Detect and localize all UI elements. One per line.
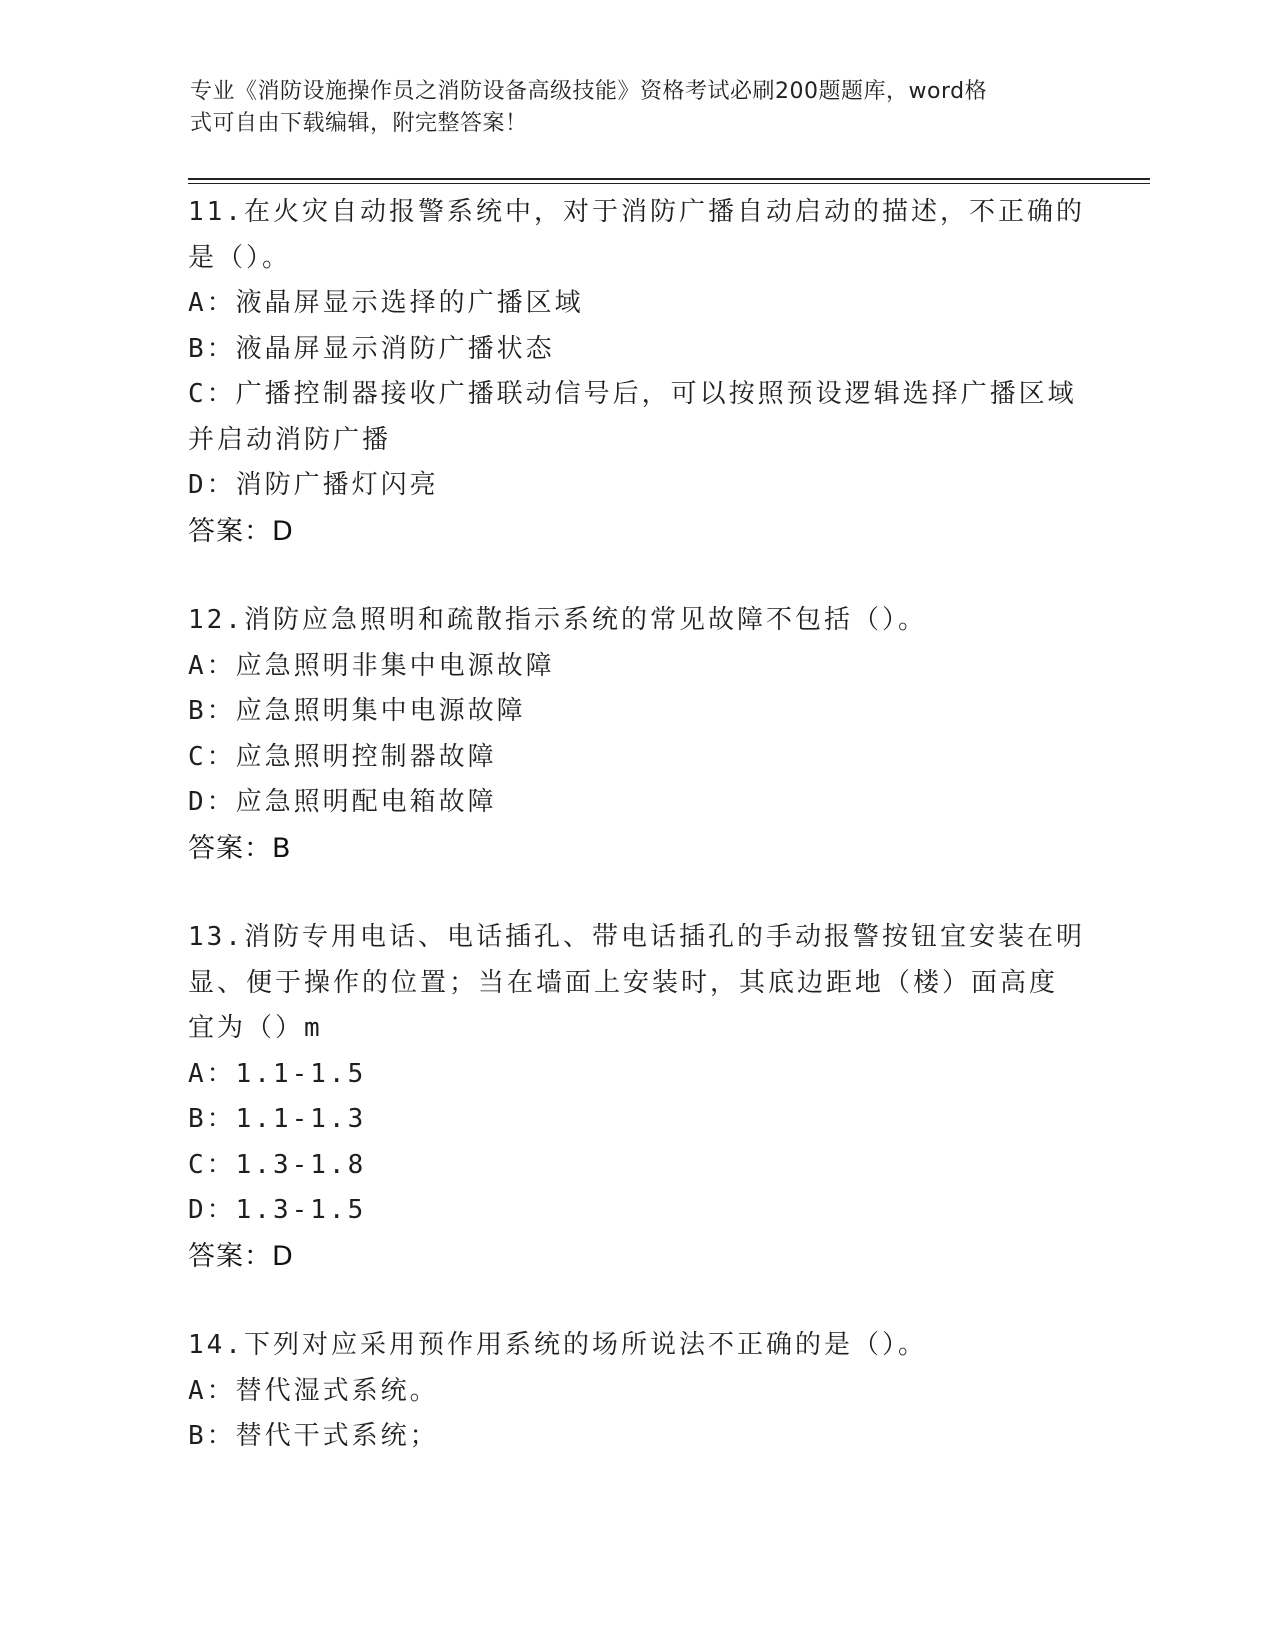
question-stem: 14.下列对应采用预作用系统的场所说法不正确的是（）。 (188, 1330, 927, 1360)
answer: 答案：B (188, 832, 292, 864)
option-d: D：消防广播灯闪亮 (188, 470, 439, 500)
option-c: C：1.3-1.8 (188, 1149, 367, 1180)
option-a: A：液晶屏显示选择的广播区域 (188, 288, 584, 318)
question-stem: 11.在火灾自动报警系统中，对于消防广播自动启动的描述，不正确的 (188, 197, 1085, 227)
document-header (190, 76, 1070, 140)
header-divider (188, 178, 1150, 184)
divider-thick (188, 178, 1150, 180)
question-12 (188, 598, 1088, 871)
header-line-2: 式可自由下载编辑，附完整答案！ (190, 111, 528, 136)
question-11 (188, 190, 1088, 554)
answer: 答案：D (188, 515, 294, 547)
question-stem: 12.消防应急照明和疏散指示系统的常见故障不包括（）。 (188, 605, 927, 635)
option-c: 并启动消防广播 (188, 424, 392, 455)
option-b: B：1.1-1.3 (188, 1104, 367, 1134)
option-b: B：液晶屏显示消防广播状态 (188, 333, 555, 364)
divider-thin (188, 183, 1150, 184)
question-stem: 13.消防专用电话、电话插孔、带电话插孔的手动报警按钮宜安装在明 (188, 922, 1085, 952)
question-stem: 显、便于操作的位置；当在墙面上安装时，其底边距地（楼）面高度 (188, 967, 1059, 998)
option-b: B：应急照明集中电源故障 (188, 696, 526, 726)
question-13 (188, 915, 1088, 1279)
header-line-1: 专业《消防设施操作员之消防设备高级技能》资格考试必刷200题题库，word格 (190, 79, 988, 104)
option-a: A：应急照明非集中电源故障 (188, 650, 555, 681)
option-a: A：1.1-1.5 (188, 1058, 367, 1089)
option-c: C：广播控制器接收广播联动信号后，可以按照预设逻辑选择广播区域 (188, 379, 1077, 409)
question-list (188, 190, 1088, 1504)
answer: 答案：D (188, 1240, 294, 1272)
question-14 (188, 1323, 1088, 1460)
option-d: D：应急照明配电箱故障 (188, 787, 497, 817)
option-a: A：替代湿式系统。 (188, 1375, 439, 1406)
question-stem: 是（）。 (188, 242, 292, 273)
option-d: D：1.3-1.5 (188, 1195, 367, 1225)
option-c: C：应急照明控制器故障 (188, 741, 497, 772)
option-b: B：替代干式系统； (188, 1421, 439, 1451)
question-stem: 宜为（）m (188, 1013, 323, 1043)
